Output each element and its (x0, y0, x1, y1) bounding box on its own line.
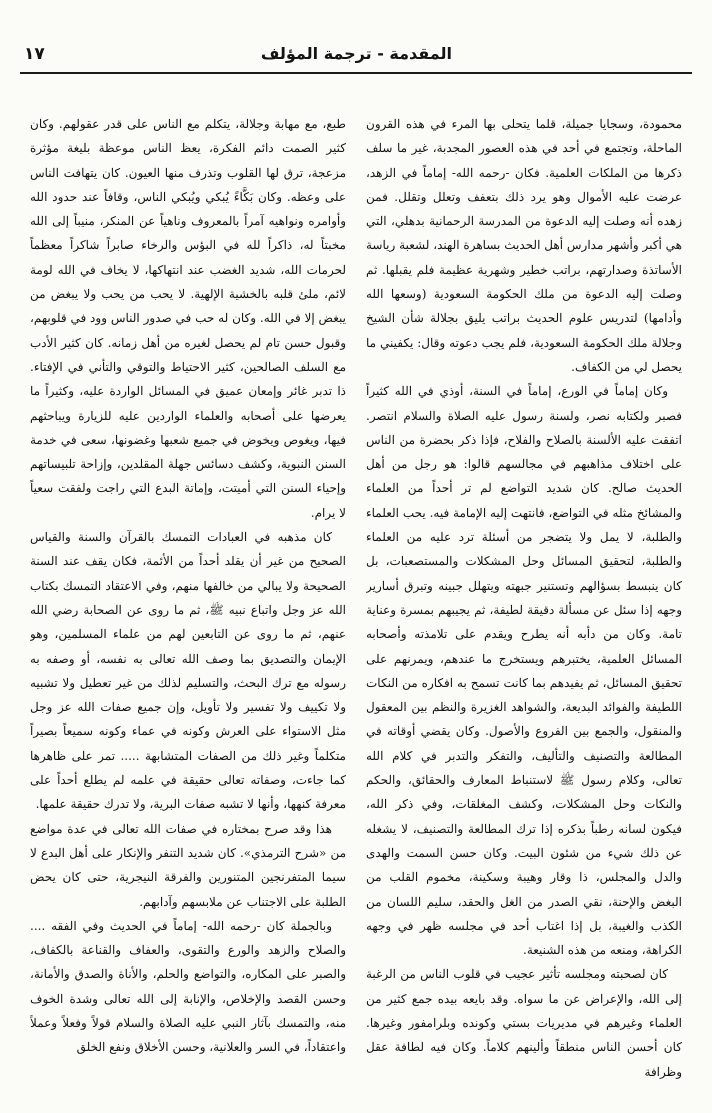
paragraph: طبع، مع مهابة وجلالة، يتكلم مع الناس على قدر عقولهم. وكان كثير الصمت دائم الفكرة، يعظ الناس موعظة بليغة مؤثرة مزعجة، ترق لها القلوب وتذرف منها العيون. كان يتهافت الناس على وعظه. وكان بَكَّاءً يُبكي ويُبكي الناس، وقافاً عند حدود الله وأوامره ونواهيه آمراً بالمعروف وناهياً عن المنكر، منيباً إلى الله مخبتاً له، ذاكراً لله في البؤس والرخاء صابراً شاكراً معظماً لحرمات الله، شديد الغضب عند انتهاكها، لا يخاف في الله لومة لائم، ملئ قلبه بالخشية الإلهية. لا يحب من يحب ولا يبغض من يبغض إلا في الله. وكان له حب في صدور الناس وود في قلوبهم، وقبول حسن تام لم يحصل لغيره من أهل زمانه. كان كثير الأدب مع السلف الصالحين، كثير الاحتياط والتوقي والتأني في الإفتاء. ذا تدبر غائر وإمعان عميق في المسائل الواردة عليه، وكثيراً ما يعرضها على أصحابه والعلماء الواردين عليه للزيارة ويباحثهم فيها، ويغوص ويخوض في جميع شعبها وغضونها، سعى في خدمة السنن النبوية، وكشف دسائس جهلة المقلدين، وإزاحة تلبيساتهم وإحياء السنن التي أميتت، وإماتة البدع التي راجت ولفقت سعياً لا يرام. (30, 117, 346, 520)
text-columns (30, 112, 682, 1097)
right-column (366, 112, 682, 1097)
paragraph: محمودة، وسجايا جميلة، قلما يتحلى بها المرء في هذه القرون الماحلة، وتجتمع في أحد في هذه العصور المجدبة، غير ما سلف ذكرها من الملكات العلمية. فكان -رحمه الله- إماماً في الزهد، عرضت عليه الأموال وهو يرد ذلك بتعفف وتعلل وتقلل. فمن زهده أنه وصلت إليه الدعوة من المدرسة الرحمانية بدهلي، التي هي أكبر وأشهر مدارس أهل الحديث بساهرة الهند، لشعبة رياسة الأساتذة وصدارتهم، براتب خطير وشهرية عظيمة فلم يقبلها. ثم وصلت إليه الدعوة من ملك الحكومة السعودية (وسعها الله وأدامها) لتدريس علوم الحديث براتب يليق بجلالة شأن الشيخ وجلالة ملك الحكومة السعودية، فلم يجب دعوته وقال: يكفيني ما يحصل لي من الكفاف. (366, 117, 682, 374)
running-title: المقدمة - ترجمة المؤلف (260, 44, 452, 63)
page-header (20, 38, 692, 74)
paragraph: وبالجملة كان -رحمه الله- إماماً في الحديث وفي الفقه .... والصلاح والزهد والورع والتقوى، والعفاف والقناعة بالكفاف، والصبر على المكاره، والتواضع والحلم، والأناة والصدق والأمانة، وحسن القصد والإخلاص، والإنابة إلى الله تعالى وشدة الخوف منه، والتمسك بآثار النبي عليه الصلاة والسلام قولاً وفعلاً وعملاً واعتقاداً، في السر والعلانية، وحسن الأخلاق ونفع الخلق (30, 918, 346, 1055)
paragraph: هذا وقد صرح بمختاره في صفات الله تعالى في عدة مواضع من «شرح الترمذي». كان شديد التنفر والإنكار على أهل البدع لا سيما المتفرنجين المتنورين والفرقة النيجرية، حتى كان يحض الطلبة على الاجتناب عن ملابسهم وآدابهم. (30, 821, 346, 909)
left-column (30, 112, 346, 1097)
page-number: ١٧ (24, 44, 45, 64)
paragraph: وكان إماماً في الورع، إماماً في السنة، أوذي في الله كثيراً فصبر ولكتابه نصر، ولسنة رسول عليه الصلاة والسلام انتصر. اتفقت عليه الألسنة بالصلاح والفلاح، فإذا ذكر بحضرة من الناس على اختلاف مذاهبهم في مجالسهم قالوا: هو رجل من أهل الحديث صالح. كان شديد التواضع لم تر أحداً من العلماء والمشائخ مثله في التواضع، فانتهت إليه الإمامة فيه. يحب العلماء والطلبة، لا يمل ولا يتضجر من أسئلة ترد عليه من العلماء والطلبة، لتحقيق المسائل وحل المشكلات والمستصعبات، بل كان ينبسط بسؤالهم وتستنير جبهته ويتهلل جبينه وتبرق أسارير وجهه إذا سئل عن مسألة دقيقة لطيفة، ثم يجيبهم بمسرة وعناية تامة. وكان من دأبه أنه يطرح ويقدم على تلامذته وأصحابه المسائل العلمية، يختبرهم ويستخرج ما عندهم، ويمرنهم على تحقيق المسائل، ثم يفيدهم بما كانت تسمح به افكاره من النكات اللطيفة والفوائد البديعة، والشواهد الغزيرة والنظم بين المعقول والمنقول، والجمع بين الفروع والأصول. وكان يقضي أوقاته في المطالعة والتصنيف والتأليف، والتفكر والتدبر في كلام الله تعالى، وكلام رسول ﷺ لاستنباط المعارف والحقائق، والحكم والنكات وحل المشكلات، وكشف المغلقات، وفي ذكر الله، فيكون لسانه رطباً بذكره إذا ترك المطالعة والتصنيف، لا يشغله عن ذلك شيء من شئون البيت. وكان حسن السمت والهدى والدل والمجلس، ذا وقار وهيبة وسكينة، مخموم القلب من البغض والإحنة، نقي الصدر من الغل والحقد، سليم اللسان من الكذب والغيبة، بل إذا اغتاب أحد في مجلسه ظهر في وجهه الكراهة، ومنعه من هذه الشنيعة. (366, 384, 682, 958)
paragraph: كان مذهبه في العبادات التمسك بالقرآن والسنة والقياس الصحيح من غير أن يقلد أحداً من الأئمة، فكان يقف عند السنة الصحيحة ولا يبالي من خالفها منهم، وفي الاعتقاد التمسك بكتاب الله عز وجل واتباع نبيه ﷺ، ثم ما روى عن الصحابة رضي الله عنهم، ثم ما روى عن التابعين لهم من علماء المسلمين، وهو الإيمان والتصديق بما وصف الله تعالى به نفسه، أو وصفه به رسوله مع ترك البحث، والتسليم لذلك من غير تعطيل ولا تشبيه ولا تكييف ولا تفسير ولا تأويل، وإن جميع صفات الله عز وجل مثل الاستواء على العرش وكونه في عماء وكونه سميعاً بصيراً متكلماً وغير ذلك من الصفات المتشابهة ..... تمر على ظاهرها كما جاءت، وصفاته تعالى حقيقة في علمه لم يطلع أحداً على معرفة كنهها، وأنها لا تشبه صفات البرية، ولا تدرك حقيقة علمها. (30, 530, 346, 812)
paragraph: كان لصحبته ومجلسه تأثير عجيب في قلوب الناس من الرغبة إلى الله، والإعراض عن ما سواه. وقد بايعه بيده جمع كثير من العلماء وغيرهم في مديريات بستي وكونده وبلرامفور وغيرها. كان أحسن الناس منطقاً وألينهم كلاماً. وكان فيه لطافة عقل وظرافة (366, 967, 682, 1079)
